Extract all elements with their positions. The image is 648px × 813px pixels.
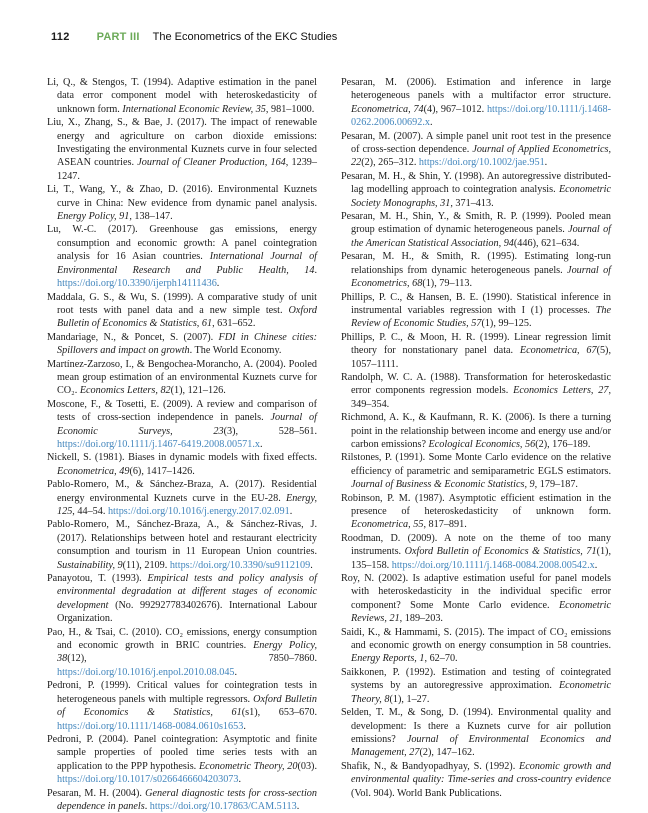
reference-entry [47,572,317,626]
reference-text: (1), 1–27. [389,693,430,705]
reference-entry [341,572,611,626]
reference-text: . [289,506,293,517]
journal-title: FDI in Chinese cities: Spillovers and impact on growth [57,331,317,357]
reference-text: Panayotou, T. (1993). [47,573,148,585]
reference-entry [47,679,317,733]
reference-entry [341,451,611,491]
reference-text: , 631–652. [212,318,256,330]
reference-text: (1), 121–126. [170,385,226,397]
reference-entry [47,358,317,398]
reference-entry [341,626,611,666]
reference-text: . [544,157,548,169]
reference-entry [47,183,317,223]
reference-text: Robinson, P. M. (1987). Asymptotic efficient estimation in the presence of heteroskedasticity of unknown form. [341,492,611,517]
reference-text: Selden, T. M., & Song, D. (1994). Environmental quality and development: Is there a Kuznets curve for air pollution emissions? [341,707,611,745]
reference-entry [341,371,611,411]
reference-text: Nickell, S. (1981). Biases in dynamic models with fixed effects. [47,452,317,464]
reference-text: . [260,438,263,450]
reference-text: Rilstones, P. (1991). Some Monte Carlo evidence on the relative efficiency of parametric and semiparametric EGLS estimators. [341,452,611,477]
doi-link[interactable]: https://doi.org/10.3390/ijerph14111436 [57,278,217,290]
reference-text: (2), 265–312. [361,157,419,169]
reference-text: Pablo-Romero, M., & Sánchez-Braza, A. (2017). Residential energy environmental Kuznets curve in the EU-28. [47,479,317,504]
journal-title: Econometric Theory, 8 [351,680,611,705]
reference-entry [47,626,317,680]
page-header [0,0,648,43]
reference-text: . [243,720,246,732]
journal-title: Ecological Economics, 56 [428,438,536,450]
reference-text: Pedroni, P. (1999). Critical values for cointegration tests in heterogeneous panels with multiple regressors. [47,680,317,705]
reference-text: Randolph, W. C. A. (1988). Transformation for heteroskedastic error components regression models. [341,371,611,397]
reference-text: , 1239–1247. [57,157,317,182]
reference-text: . [429,117,433,129]
reference-text: Roy, N. (2002). Is adaptive estimation useful for panel models with heteroskedasticity in the individual specific error component? Some Monte Carlo evidence. [341,573,611,611]
reference-entry [47,223,317,290]
reference-text: (3), 528–561. [223,425,317,437]
doi-link[interactable]: https://doi.org/10.1111/j.1467-6419.2008.00571.x [57,438,260,450]
reference-text: Phillips, P. C., & Hansen, B. E. (1990). Statistical inference in instrumental variables regression with I (1) processes. [341,291,611,316]
reference-text: Pesaran, M. (2006). Estimation and inference in large heterogeneous panels with a multifactor error structure. [341,77,611,102]
reference-text: Pablo-Romero, M., Sánchez-Braza, A., & Sánchez-Rivas, J. (2017). Relationships between hotel and restaurant electricity consumption and tourism in 11 European Union countries. [47,519,317,558]
journal-title: Oxford Bulletin of Economics & Statistics, 61 [57,304,317,330]
reference-entry [341,666,611,706]
reference-text: . [234,666,238,678]
reference-text: . [314,264,317,276]
reference-entry [341,76,611,130]
reference-text: Pesaran, M. H., Shin, Y., & Smith, R. P. (1999). Pooled mean group estimation of dynamic heterogeneous panels. [341,211,611,236]
journal-title: Econometric Theory, 20 [198,760,298,772]
journal-title: Economics Letters, 27 [513,385,609,397]
journal-title: Economics Letters, 82 [79,385,171,397]
reference-text: (03). [297,760,317,772]
doi-link[interactable]: https://doi.org/10.3390/su9112109 [169,559,311,571]
reference-text: . [310,559,313,571]
reference-text: , 138–147. [129,211,173,223]
reference-text: (446), 621–634. [513,237,580,249]
reference-text: Lu, W.-C. (2017). Greenhouse gas emissions, energy consumption and economic growth: A panel cointegration analysis for 16 Asian countries. [47,224,317,263]
reference-text: (1), 99–125. [481,318,532,330]
reference-text: , 179–187. [534,479,578,491]
reference-text: Li, T., Wang, Y., & Zhao, D. (2016). Environmental Kuznets curve in China: New evidence from dynamic panel analysis. [47,184,317,209]
reference-text: Moscone, F., & Tosetti, E. (2009). A review and comparison of tests of cross-section independence in panels. [47,398,317,424]
reference-entry [47,518,317,572]
reference-entry [47,733,317,787]
reference-entry [341,331,611,371]
journal-title: Econometric Society Monographs, 31 [351,184,611,209]
reference-text: Roodman, D. (2009). A note on the theme of too many instruments. [341,532,611,558]
doi-link[interactable]: https://doi.org/10.1111/j.1468-0262.2006.00692.x [351,103,611,129]
reference-text: , 349–354. [351,385,612,410]
reference-text: Phillips, P. C., & Moon, H. R. (1999). Linear regression limit theory for nonstationary panel data. [341,331,611,357]
reference-text: (1), 79–113. [422,278,473,290]
reference-text: Richmond, A. K., & Kaufmann, R. K. (2006). Is there a turning point in the relationship between income and energy use and/or carbon emissions? [341,412,611,450]
journal-title: The Review of Economic Studies, 57 [351,304,611,330]
reference-text: . [216,278,220,290]
journal-title: General diagnostic tests for cross-section dependence in panels [57,787,317,812]
journal-title: Journal of Environmental Economics and Management, 27 [351,733,611,759]
journal-title: Energy, 125 [57,492,317,517]
journal-title: Energy Policy, 38 [57,640,318,665]
doi-link[interactable]: https://doi.org/10.1111/1468-0084.0610s1653 [57,720,244,732]
reference-entry [341,291,611,331]
reference-text: (2), 176–189. [535,438,591,450]
reference-text: (1), 135–158. [351,546,611,571]
journal-title: International Journal of Environmental Research and Public Health, 14 [57,251,317,276]
reference-text: Saikkonen, P. (1992). Estimation and testing of cointegrated systems by an autoregressive approximation. [341,666,611,692]
reference-text: . [144,800,150,812]
journal-title: Economic growth and environmental quality: Time-series and cross-country evidence [351,760,611,786]
journal-title: Journal of the American Statistical Association, 94 [351,224,611,249]
reference-text: Pesaran, M. H. (2004). [47,787,146,799]
doi-link[interactable]: https://doi.org/10.1017/s0266466604203073 [57,774,239,786]
reference-text: , 371–413. [450,197,494,209]
reference-text: (11), 2109. [122,559,170,571]
journal-title: Oxford Bulletin of Economics & Statistics, 61 [57,693,317,719]
reference-entry [341,130,611,170]
reference-text: , 62–70. [424,653,458,665]
reference-entry [47,478,317,518]
doi-link[interactable]: https://doi.org/10.17863/CAM.5113 [149,800,297,812]
reference-text: Liu, X., Zhang, S., & Bae, J. (2017). The impact of renewable energy and agriculture on carbon dioxide emissions: Investigating the environmental Kuznets curve in four selected ASEAN countries. [47,117,317,169]
reference-entry [341,706,611,760]
reference-text: Shafik, N., & Bandyopadhyay, S. (1992). [341,760,519,772]
journal-title: Journal of Applied Econometrics, 22 [351,144,612,169]
journal-title: Journal of Cleaner Production, 164 [137,157,286,169]
reference-text: (4), 967–1012. [423,103,487,115]
journal-title: Econometrica, 49 [57,465,130,477]
reference-text: Maddala, G. S., & Wu, S. (1999). A comparative study of unit root tests with panel data and a new simple test. [47,291,317,316]
reference-text: Li, Q., & Stengos, T. (1994). Adaptive estimation in the panel data error component model with heteroskedasticity of unknown form. [47,77,317,115]
journal-title: Sustainability, 9 [57,559,123,571]
journal-title: International Economic Review, 35 [122,103,266,115]
reference-entry [341,250,611,290]
reference-text: (2), 147–162. [419,747,475,759]
journal-title: Energy Reports, 1 [351,653,425,665]
doi-link[interactable]: https://doi.org/10.1111/j.1468-0084.2008.00542.x [391,559,595,571]
reference-text: , 44–54. [72,506,108,517]
reference-entry [341,532,611,572]
part-title: The Econometrics of the EKC Studies [152,31,338,43]
reference-text: . [238,774,242,786]
journal-title: Empirical tests and policy analysis of environmental degradation at different stages of economic development [57,573,317,611]
reference-entry [47,116,317,183]
journal-title: Oxford Bulletin of Economics & Statistics, 71 [404,546,597,558]
reference-entry [47,398,317,452]
reference-text: (s1), 653–670. [241,707,318,719]
reference-entry [341,170,611,210]
reference-entry [47,291,317,331]
reference-text: Pao, H., & Tsai, C. (2010). CO₂ emissions, energy consumption and economic growth in BRIC countries. [47,626,317,652]
reference-text: Pedroni, P. (2004). Panel cointegration: Asymptotic and finite sample properties of pooled time series tests with an application to the PPP hypothesis. [47,733,317,772]
journal-title: Econometrica, 74 [351,103,424,115]
reference-text: . [296,800,300,812]
part-label: PART III [96,31,140,43]
references-column-left [47,76,317,813]
reference-text: , 981–1000. [265,103,315,115]
journal-title: Econometrica, 67 [519,345,597,357]
references-list [0,76,648,813]
journal-title: Journal of Economic Surveys, 23 [57,412,317,437]
references-column-right [341,76,611,813]
doi-link[interactable]: https://doi.org/10.1002/jae.951 [418,157,545,169]
reference-text: (No. 992927783402676). International Labour Organization. [57,599,317,625]
reference-text: Pesaran, M. H., & Shin, Y. (1998). An autoregressive distributed-lag modelling approach to cointegration analysis. [341,170,611,196]
reference-text: (12), 7850–7860. [67,653,317,665]
reference-text: Martínez-Zarzoso, I., & Bengochea-Morancho, A. (2004). Pooled mean group estimation of an environmental Kuznets curve for CO₂. [47,358,317,397]
doi-link[interactable]: https://doi.org/10.1016/j.enpol.2010.08.045 [57,666,235,678]
page-number: 112 [51,31,70,43]
reference-text: Pesaran, M. H., & Smith, R. (1995). Estimating long-run relationships from dynamic heterogeneous panels. [341,251,611,276]
reference-entry [341,210,611,250]
reference-entry [47,76,317,116]
reference-text: (Vol. 904). World Bank Publications. [351,787,502,799]
journal-title: Econometric Reviews, 21 [351,599,611,625]
journal-title: Econometrica, 55 [351,519,424,531]
reference-text: , 189–203. [399,613,443,625]
journal-title: Energy Policy, 91 [57,211,130,223]
journal-title: Journal of Business & Economic Statistics, 9 [351,479,535,491]
reference-text: , 817–891. [423,519,467,531]
doi-link[interactable]: https://doi.org/10.1016/j.energy.2017.02.091 [107,506,290,517]
reference-text: (6), 1417–1426. [129,465,195,477]
reference-entry [341,492,611,532]
reference-entry [47,331,317,358]
reference-entry [341,760,611,800]
journal-title: Journal of Econometrics, 68 [351,264,611,290]
reference-entry [47,451,317,478]
reference-text: Pesaran, M. (2007). A simple panel unit root test in the presence of cross-section dependence. [341,130,611,156]
reference-text: Saidi, K., & Hammami, S. (2015). The impact of CO₂ emissions and economic growth on energy consumption in 58 countries. [341,626,611,652]
reference-text: . The World Economy. [189,345,282,357]
reference-text: (5), 1057–1111. [351,345,611,370]
reference-text: . [594,559,598,571]
reference-entry [341,411,611,451]
reference-text: Mandariage, N., & Poncet, S. (2007). [47,331,219,343]
